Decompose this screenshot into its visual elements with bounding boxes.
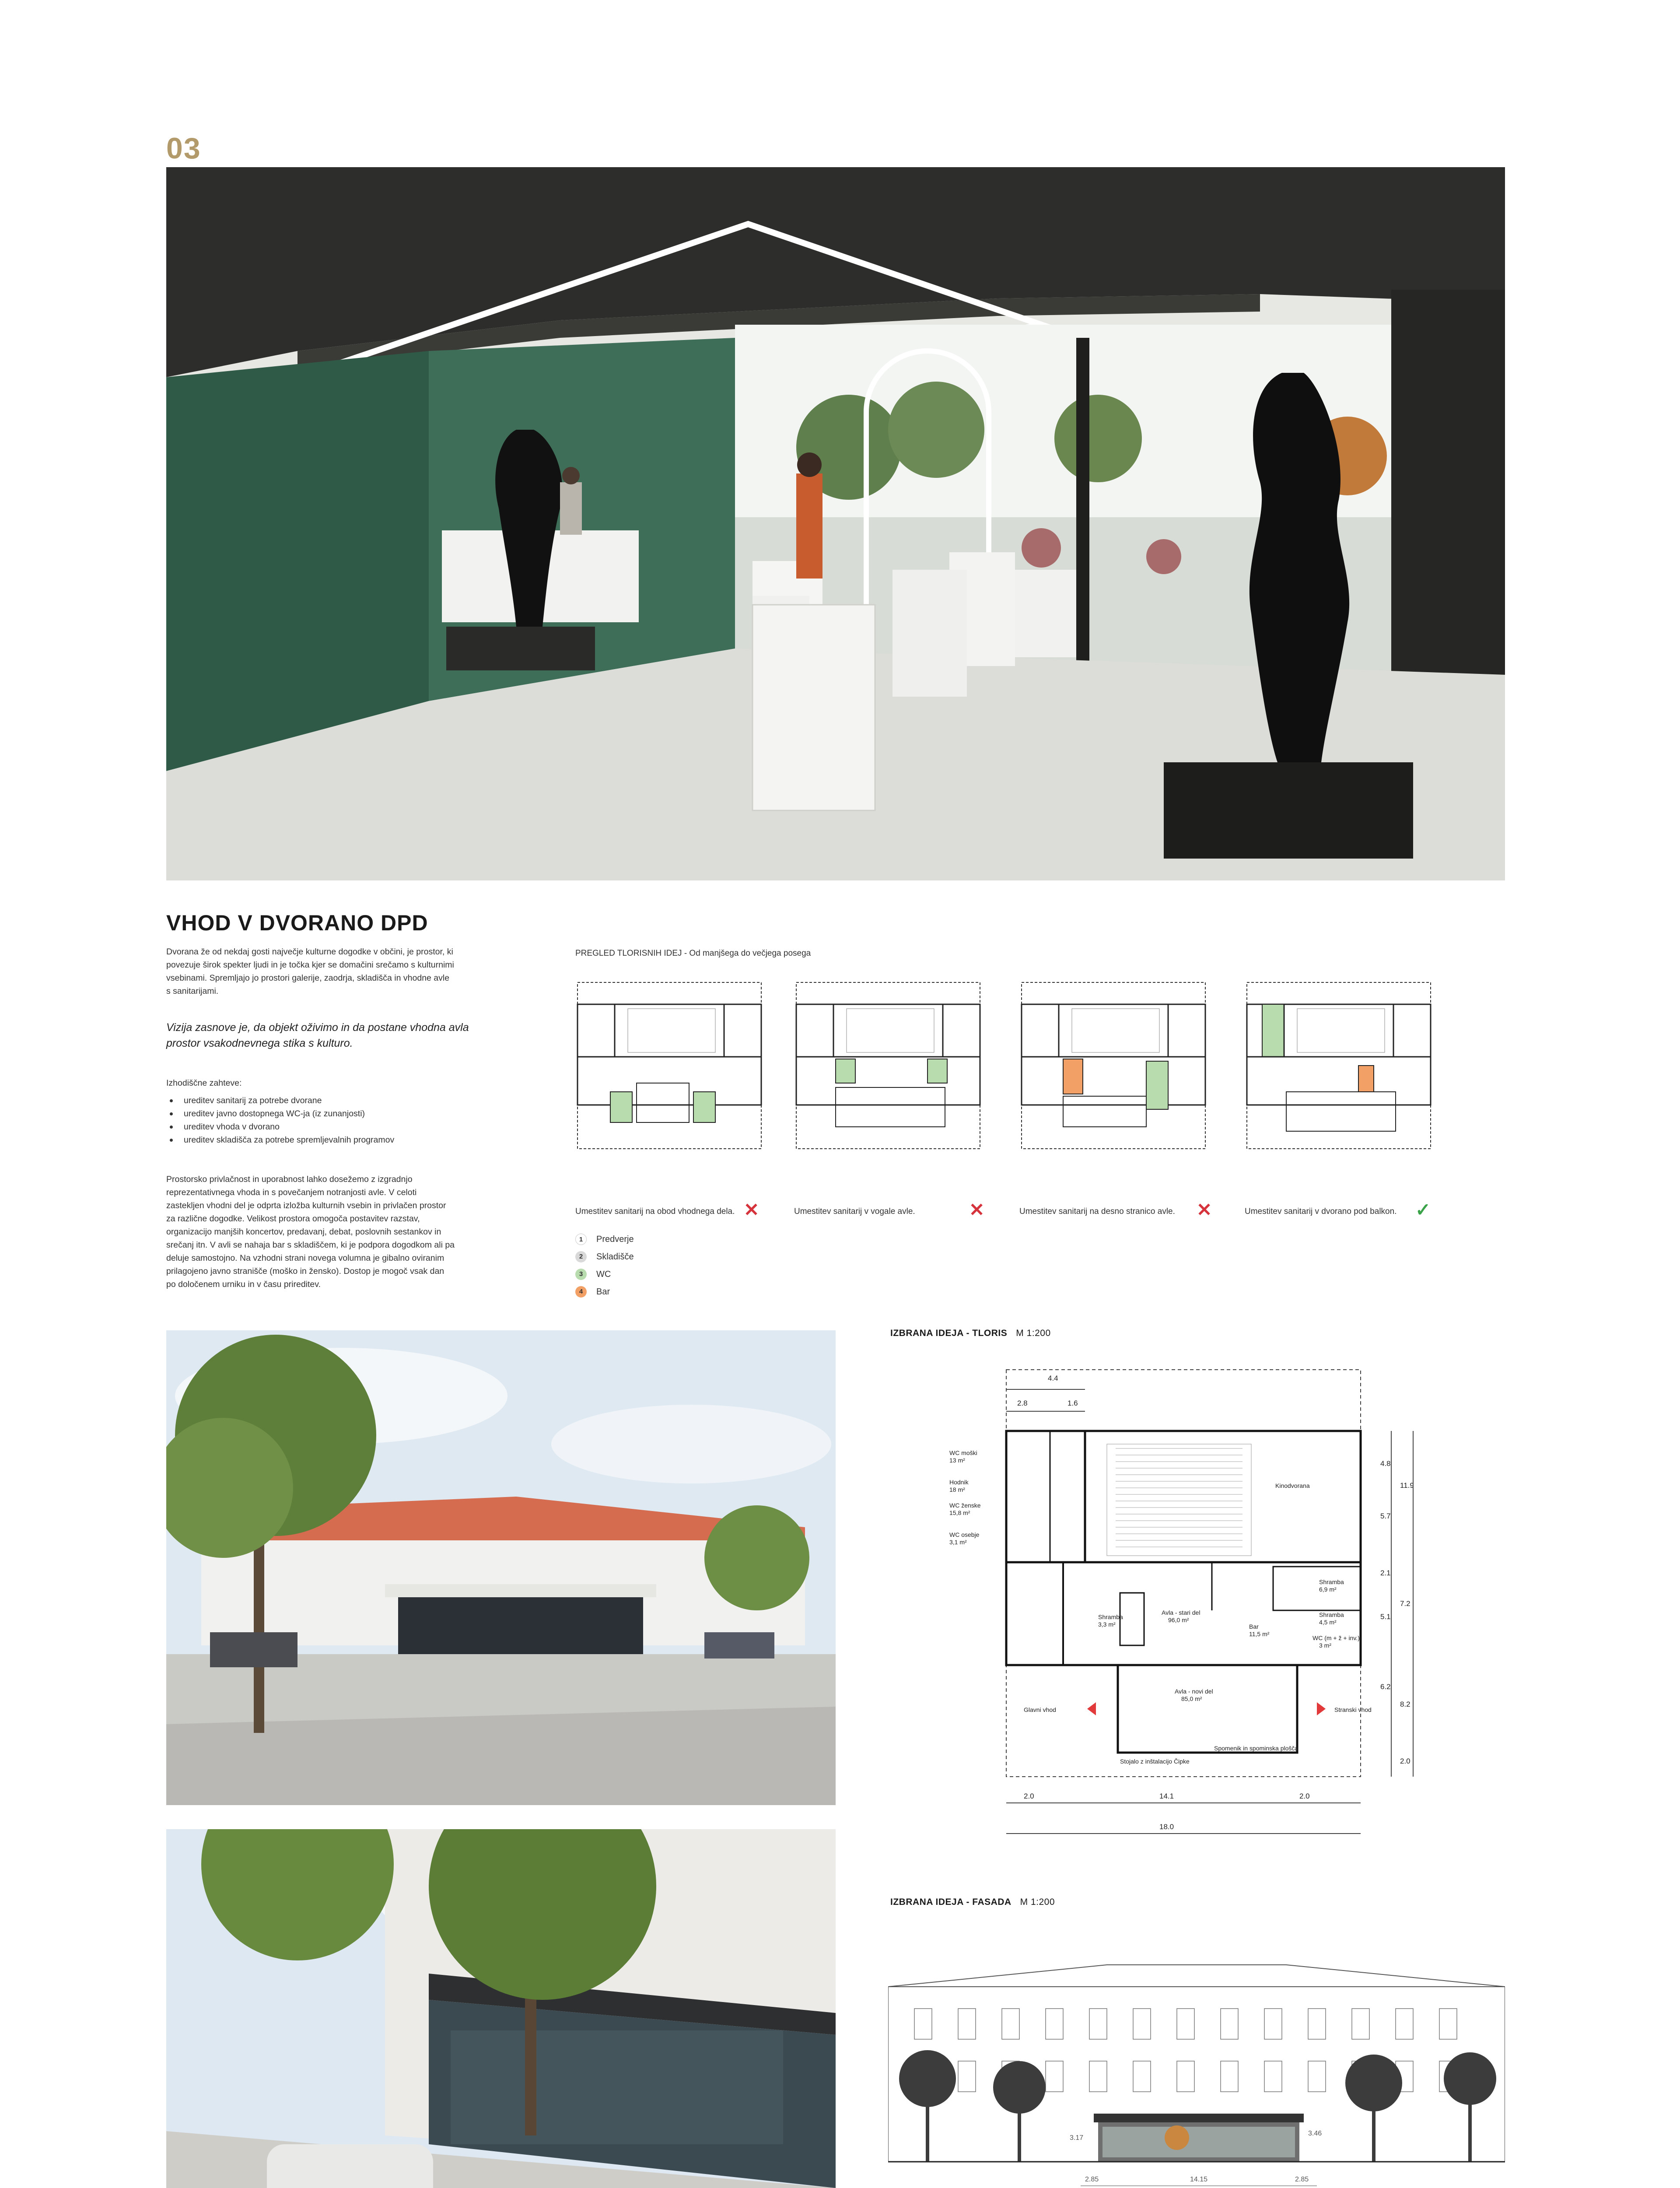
room-label: WC osebje [949,1531,980,1538]
overview-plan-2 [794,978,982,1197]
requirement-item: ureditev sanitarij za potrebe dvorane [166,1094,455,1107]
selected-facade [888,1939,1505,2188]
overview-title: PREGLED TLORISNIH IDEJ - Od manjšega do večjega posega [575,949,811,958]
room-area: 6,9 m² [1319,1586,1337,1593]
facade-title: IZBRANA IDEJA - FASADA [890,1897,1012,1907]
requirement-item: ureditev skladišča za potrebe spremljevalnih programov [166,1133,455,1147]
requirements-list [166,1094,455,1147]
overview-caption-4: Umestitev sanitarij v dvorano pod balkon. [1245,1207,1397,1216]
legend-number: 1 [575,1234,587,1245]
monument-label: Spomenik in spominska plošča [1214,1745,1298,1752]
legend-item [575,1231,634,1248]
dimension-label: 2.85 [1295,2176,1309,2183]
room-label: Avla - stari del [1162,1609,1200,1616]
dimension-label: 6.2 [1380,1683,1391,1691]
room-area: 13 m² [949,1457,965,1464]
dimension-label: 14.15 [1190,2176,1208,2183]
overview-caption-2: Umestitev sanitarij v vogale avle. [794,1207,915,1216]
dimension-label: 2.85 [1085,2176,1099,2183]
reject-icon: ✕ [969,1199,985,1220]
dimension-label: 14.1 [1159,1792,1174,1800]
legend-number: 3 [575,1269,587,1280]
dimension-label: 5.1 [1380,1613,1391,1621]
page-number: 03 [166,132,201,165]
room-area: 3,3 m² [1098,1621,1116,1628]
legend-label: Bar [596,1287,610,1297]
intro-paragraph: Dvorana že od nekdaj gosti največje kulturne dogodke v občini, je prostor, ki povezuje širok spekter ljudi in je točka kjer se domačini srečamo s kulturnimi vsebinami. Spremljajo jo prostori galerije, zaodrja, skladišča in vhodne avle s sanitarijami. [166,947,454,996]
dimension-label: 4.4 [1048,1374,1058,1382]
floorplan-scale: M 1:200 [1016,1328,1051,1338]
room-area: 85,0 m² [1181,1695,1202,1702]
dimension-label: 2.0 [1400,1757,1410,1765]
closing-paragraph: Prostorsko privlačnost in uporabnost lahko dosežemo z izgradnjo reprezentativnega vhoda in s povečanjem notranjosti avle. V celoti zastekljen vhodni del je odprta izložba kulturnih vsebin in privlačen prostor za različne dogodke. Velikost prostora omogoča postavitev razstav, organizacijo manjših koncertov, predavanj, debat, poslovnih sestankov in srečanj itn. V avli se nahaja bar s skladiščem, ki je podpora dogodkom ali pa deluje samostojno. Na vzhodni strani novega volumna je gibalno oviranim prilagojeno javno stranišče (moško in žensko). Dostop je mogoč vsak dan po določenem urniku in v času prireditev. [166,1175,455,1289]
room-label: Shramba [1098,1613,1123,1620]
legend-number: 2 [575,1251,587,1262]
selected-floorplan [941,1357,1466,1860]
dimension-label: 2.1 [1380,1569,1391,1577]
exterior-render-street [166,1829,836,2188]
dimension-label: 3.17 [1070,2134,1084,2142]
requirement-item: ureditev javno dostopnega WC-ja (iz zunanjosti) [166,1107,455,1120]
reject-icon: ✕ [1197,1199,1212,1220]
dimension-label: 3.46 [1308,2130,1322,2137]
dimension-label: 8.2 [1400,1700,1410,1708]
room-label: WC ženske [949,1502,981,1509]
legend-label: Predverje [596,1234,634,1244]
pillar-label: Stojalo z inštalacijo Čipke [1120,1758,1190,1765]
overview-plan-1 [575,978,763,1197]
dimension-label: 5.7 [1380,1512,1391,1520]
requirement-item: ureditev vhoda v dvorano [166,1120,455,1133]
requirements-heading: Izhodiščne zahteve: [166,1078,242,1088]
room-area: 18 m² [949,1486,965,1493]
floorplan-title: IZBRANA IDEJA - TLORIS [890,1328,1008,1338]
overview-caption-3: Umestitev sanitarij na desno stranico avle. [1019,1207,1175,1216]
accept-icon: ✓ [1415,1199,1431,1220]
room-area: 96,0 m² [1168,1616,1189,1623]
legend-item [575,1266,634,1283]
legend-label: Skladišče [596,1252,634,1262]
interior-render [166,167,1505,880]
room-label: Shramba [1319,1611,1344,1618]
overview-caption-1: Umestitev sanitarij na obod vhodnega dela. [575,1207,735,1216]
reject-icon: ✕ [744,1199,760,1220]
plan-legend [575,1231,634,1301]
legend-label: WC [596,1269,611,1279]
dimension-label: 1.6 [1068,1399,1078,1407]
dimension-label: 4.8 [1380,1459,1391,1468]
floorplan-heading [890,1328,1051,1339]
room-label: Shramba [1319,1578,1344,1585]
dimension-label: 2.8 [1017,1399,1028,1407]
legend-item [575,1283,634,1301]
dimension-label: 2.0 [1024,1792,1034,1800]
side-entrance-label: Stranski vhod [1334,1706,1372,1713]
room-label: Bar [1249,1623,1259,1630]
room-area: 15,8 m² [949,1509,970,1516]
room-label: WC moški [949,1449,977,1456]
overview-plan-4 [1245,978,1433,1197]
room-label: Hodnik [949,1479,969,1486]
dimension-label: 7.2 [1400,1599,1410,1608]
room-label: Avla - novi del [1175,1688,1213,1695]
dimension-label: 2.0 [1299,1792,1310,1800]
overview-plan-3 [1019,978,1208,1197]
exterior-render-square [166,1330,836,1805]
facade-heading [890,1897,1055,1907]
dimension-label: 18.0 [1159,1823,1174,1831]
room-area: 3 m² [1319,1642,1331,1649]
facade-scale: M 1:200 [1020,1897,1055,1907]
legend-number: 4 [575,1286,587,1297]
room-area: 3,1 m² [949,1539,967,1546]
room-area: 4,5 m² [1319,1619,1337,1626]
main-entrance-label: Glavni vhod [1024,1706,1056,1713]
room-label: WC (m + ž + inv.) [1312,1634,1360,1641]
vision-statement: Vizija zasnove je, da objekt oživimo in da postane vhodna avla prostor vsakodnevnega stika s kulturo. [166,1021,469,1049]
section-title: VHOD V DVORANO DPD [166,911,428,935]
room-area: 11,5 m² [1249,1630,1270,1637]
room-label: Kinodvorana [1275,1482,1310,1489]
dimension-label: 11.9 [1400,1481,1414,1490]
legend-item [575,1248,634,1266]
